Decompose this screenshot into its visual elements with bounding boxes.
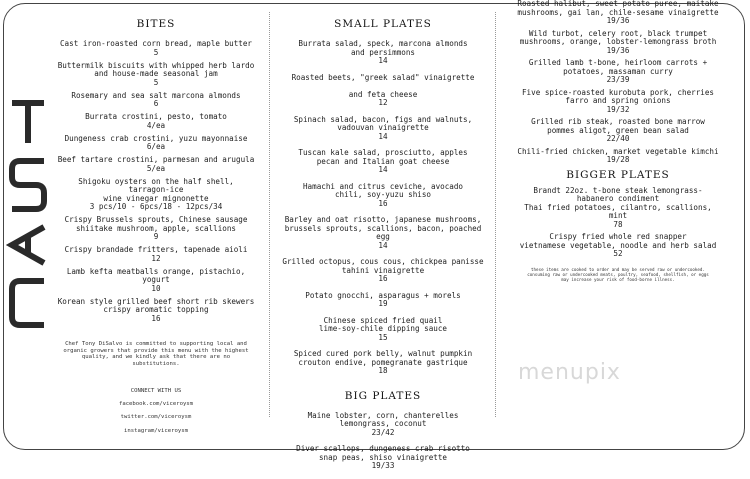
instagram-link[interactable]: instagram/viceroysm bbox=[124, 427, 188, 434]
section-title-bites: BITES bbox=[136, 18, 176, 30]
menu-item: Burrata salad, speck, marcona almonds and persimmons 14 bbox=[298, 39, 468, 65]
menu-item: Potato gnocchi, asparagus + morels 19 bbox=[305, 290, 461, 308]
connect-section bbox=[50, 381, 262, 440]
menu-item: Grilled lamb t-bone, heirloom carrots + potatoes, massaman curry 23/39 bbox=[528, 58, 708, 84]
menu-item: Lamb kefta meatballs orange, pistachio, yogurt 10 bbox=[66, 266, 246, 293]
menu-item: Chinese spiced fried quail lime-soy-chile dipping sauce 15 bbox=[318, 315, 447, 342]
menu-item: Beef tartare crostini, parmesan and arugula 5/ea bbox=[57, 155, 255, 173]
menu-item: Diver scallops, dungeness crab risotto snap peas, shiso vinaigrette 19/33 bbox=[296, 444, 470, 470]
menu-item: Dungeness crab crostini, yuzu mayonnaise 6/ea bbox=[64, 133, 248, 151]
section-title-bigger-plates: BIGGER PLATES bbox=[566, 168, 670, 181]
section-title-small-plates: SMALL PLATES bbox=[334, 18, 432, 30]
facebook-link[interactable]: facebook.com/viceroysm bbox=[118, 401, 194, 408]
menu-item: Chili-fried chicken, market vegetable kimchi 19/28 bbox=[517, 146, 719, 164]
menu-item: Grilled rib steak, roasted bone marrow pommes aligot, green bean salad 22/40 bbox=[531, 117, 705, 143]
watermark: menupix bbox=[518, 360, 621, 385]
column-divider bbox=[269, 12, 270, 417]
food-safety-disclaimer: these items are cooked to order and may be served raw or undercooked. consuming raw or undercooked meats, poultry, seafood, shellfish, or eggs may increase your risk of food-borne illness. bbox=[527, 266, 709, 282]
menu-item: Grilled octopus, cous cous, chickpea panisse tahini vinaigrette 16 bbox=[282, 257, 484, 283]
menu-item: Hamachi and citrus ceviche, avocado chili, soy-yuzu shiso 16 bbox=[302, 181, 463, 208]
column-divider bbox=[495, 12, 496, 417]
menu-item: Tuscan kale salad, prosciutto, apples pecan and Italian goat cheese 14 bbox=[298, 148, 468, 174]
menu-item: Wild turbot, celery root, black trumpet mushrooms, orange, lobster-lemongrass broth 19/36 bbox=[519, 28, 717, 55]
menu-item: Buttermilk biscuits with whipped herb lardo and house-made seasonal jam 5 bbox=[57, 60, 255, 87]
menu-item: Brandt 22oz. t-bone steak lemongrass- habanero condiment Thai fried potatoes, cilantro, scallions, mint 78 bbox=[524, 185, 712, 229]
menu-item: Barley and oat risotto, japanese mushrooms, brussels sprouts, scallions, bacon, poached egg 14 bbox=[284, 215, 482, 250]
menu-item: Crispy Brussels sprouts, Chinese sausage shiitake mushroom, apple, scallions 9 bbox=[64, 215, 248, 241]
small-plates-column bbox=[276, 18, 490, 479]
menu-item: Spiced cured pork belly, walnut pumpkin crouton endive, pomegranate gastrique 18 bbox=[293, 349, 473, 375]
menu-item: Korean style grilled beef short rib skewers crispy aromatic topping 16 bbox=[57, 296, 255, 323]
bites-column bbox=[50, 18, 262, 441]
menu-item: Shigoku oysters on the half shell, tarragon-ice wine vinegar mignonette 3 pcs/10 - 6pcs/18 - 12pcs/34 bbox=[78, 176, 234, 211]
brand-logo bbox=[6, 95, 50, 345]
menu-item: Five spice-roasted kurobuta pork, cherries farro and spring onions 19/32 bbox=[521, 87, 715, 114]
menu-item: Crispy brandade fritters, tapenade aioli 12 bbox=[64, 245, 248, 263]
chef-note: Chef Tony DiSalvo is committed to supporting local and organic growers that provide this menu with the highest quality, and we kindly ask that there are no substitutions. bbox=[63, 341, 249, 367]
section-title-big-plates: BIG PLATES bbox=[344, 389, 422, 402]
menu-item: Burrata crostini, pesto, tomato 4/ea bbox=[85, 112, 227, 130]
twitter-link[interactable]: twitter.com/viceroysm bbox=[120, 414, 192, 421]
menu-item: Crispy fried whole red snapper vietnamese vegetable, noodle and herb salad 52 bbox=[519, 232, 717, 258]
menu-item: Maine lobster, corn, chanterelles lemongrass, coconut 23/42 bbox=[307, 410, 459, 437]
menu-item: Roasted halibut, sweet potato puree, maitake mushrooms, gai lan, chile-sesame vinaigrette 19/36 bbox=[517, 0, 719, 25]
big-plates-continued-column bbox=[500, 0, 736, 282]
menu-item: Roasted beets, "greek salad" vinaigrette and feta cheese 12 bbox=[291, 72, 475, 107]
menu-item: Rosemary and sea salt marcona almonds 6 bbox=[71, 90, 241, 108]
menu-item: Spinach salad, bacon, figs and walnuts, vadouvan vinaigrette 14 bbox=[293, 114, 473, 141]
menu-item: Cast iron-roasted corn bread, maple butter 5 bbox=[59, 39, 253, 57]
connect-heading: CONNECT WITH US bbox=[130, 387, 182, 394]
cast-logo-graphic bbox=[6, 95, 50, 345]
